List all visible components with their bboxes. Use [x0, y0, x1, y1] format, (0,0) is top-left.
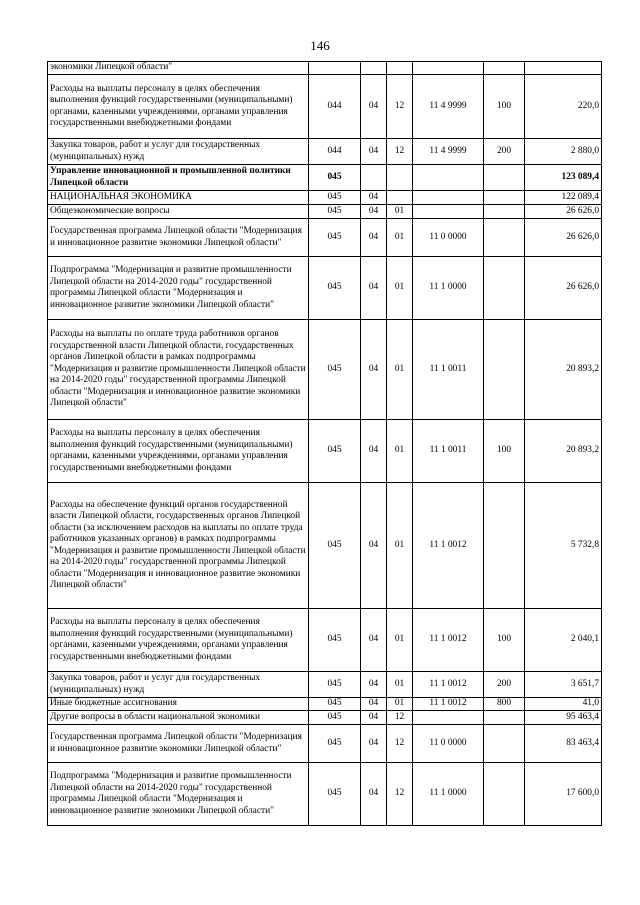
cell-ved: 044	[309, 139, 361, 165]
cell-name: Государственная программа Липецкой области "Модернизация и инновационное развитие экономики Липецкой области"	[48, 219, 309, 257]
cell-rz: 04	[361, 672, 387, 698]
cell-sum: 2 880,0	[525, 139, 602, 165]
cell-rz: 04	[361, 320, 387, 420]
cell-vr	[484, 205, 525, 219]
budget-table	[47, 61, 602, 826]
cell-csr: 11 1 0012	[413, 672, 484, 698]
cell-ved: 045	[309, 763, 361, 826]
cell-name: Другие вопросы в области национальной экономики	[48, 711, 309, 725]
cell-pr: 01	[387, 320, 413, 420]
table-row	[48, 219, 602, 257]
cell-rz: 04	[361, 698, 387, 711]
cell-csr	[413, 711, 484, 725]
cell-csr: 11 1 0012	[413, 483, 484, 609]
page-number: 146	[310, 38, 330, 53]
cell-rz: 04	[361, 75, 387, 139]
cell-csr: 11 0 0000	[413, 725, 484, 763]
cell-rz: 04	[361, 609, 387, 672]
cell-ved: 045	[309, 672, 361, 698]
table-row	[48, 672, 602, 698]
cell-pr	[387, 62, 413, 75]
cell-csr: 11 4 9999	[413, 139, 484, 165]
cell-pr: 01	[387, 257, 413, 320]
cell-csr: 11 1 0012	[413, 698, 484, 711]
cell-name: Расходы на выплаты персоналу в целях обеспечения выполнения функций государственными (муниципальными) органами, казенными учреждениями, органами управления государственными внебюджетными фондами	[48, 75, 309, 139]
table-row	[48, 763, 602, 826]
cell-rz: 04	[361, 483, 387, 609]
cell-rz: 04	[361, 763, 387, 826]
cell-csr: 11 1 0011	[413, 320, 484, 420]
cell-pr: 01	[387, 483, 413, 609]
cell-vr	[484, 62, 525, 75]
cell-name: Иные бюджетные ассигнования	[48, 698, 309, 711]
cell-vr: 100	[484, 75, 525, 139]
cell-rz: 04	[361, 725, 387, 763]
cell-vr	[484, 763, 525, 826]
cell-rz: 04	[361, 257, 387, 320]
cell-sum: 41,0	[525, 698, 602, 711]
cell-vr	[484, 191, 525, 205]
cell-name: Расходы на выплаты персоналу в целях обеспечения выполнения функций государственными (муниципальными) органами, казенными учреждениями, органами управления государственными внебюджетными фондами	[48, 609, 309, 672]
cell-name: Подпрограмма "Модернизация и развитие промышленности Липецкой области на 2014-2020 годы" государственной программы Липецкой области "Модернизация и инновационное развитие экономики Липецкой области"	[48, 257, 309, 320]
cell-sum: 20 893,2	[525, 420, 602, 483]
cell-name: Общеэкономические вопросы	[48, 205, 309, 219]
cell-vr: 200	[484, 139, 525, 165]
cell-name: Управление инновационной и промышленной политики Липецкой области	[48, 165, 309, 191]
cell-ved: 045	[309, 483, 361, 609]
cell-vr	[484, 165, 525, 191]
cell-pr: 01	[387, 672, 413, 698]
cell-pr: 01	[387, 219, 413, 257]
budget-table-body	[48, 62, 602, 826]
cell-name: Закупка товаров, работ и услуг для государственных (муниципальных) нужд	[48, 672, 309, 698]
cell-sum	[525, 62, 602, 75]
cell-rz: 04	[361, 219, 387, 257]
cell-ved: 045	[309, 320, 361, 420]
cell-vr: 100	[484, 420, 525, 483]
cell-ved: 045	[309, 420, 361, 483]
cell-ved: 045	[309, 165, 361, 191]
table-row	[48, 698, 602, 711]
cell-rz	[361, 165, 387, 191]
table-row	[48, 609, 602, 672]
table-row	[48, 62, 602, 75]
cell-ved: 045	[309, 205, 361, 219]
cell-rz: 04	[361, 420, 387, 483]
cell-rz: 04	[361, 191, 387, 205]
cell-ved: 045	[309, 219, 361, 257]
cell-rz: 04	[361, 205, 387, 219]
table-row	[48, 420, 602, 483]
cell-ved: 044	[309, 75, 361, 139]
cell-csr	[413, 165, 484, 191]
cell-ved: 045	[309, 609, 361, 672]
cell-csr: 11 1 0011	[413, 420, 484, 483]
cell-ved: 045	[309, 698, 361, 711]
cell-sum: 220,0	[525, 75, 602, 139]
cell-rz: 04	[361, 139, 387, 165]
cell-name: экономики Липецкой области"	[48, 62, 309, 75]
cell-sum: 3 651,7	[525, 672, 602, 698]
cell-vr	[484, 483, 525, 609]
cell-vr: 200	[484, 672, 525, 698]
cell-sum: 122 089,4	[525, 191, 602, 205]
cell-pr: 01	[387, 205, 413, 219]
cell-rz: 04	[361, 711, 387, 725]
table-row	[48, 320, 602, 420]
cell-vr	[484, 219, 525, 257]
cell-pr: 01	[387, 698, 413, 711]
cell-pr: 01	[387, 420, 413, 483]
cell-name: Государственная программа Липецкой области "Модернизация и инновационное развитие экономики Липецкой области"	[48, 725, 309, 763]
cell-sum: 123 089,4	[525, 165, 602, 191]
cell-csr: 11 0 0000	[413, 219, 484, 257]
cell-csr: 11 1 0000	[413, 763, 484, 826]
cell-pr: 12	[387, 763, 413, 826]
cell-sum: 5 732,8	[525, 483, 602, 609]
cell-pr: 01	[387, 609, 413, 672]
cell-name: Подпрограмма "Модернизация и развитие промышленности Липецкой области на 2014-2020 годы" государственной программы Липецкой области "Модернизация и инновационное развитие экономики Липецкой области"	[48, 763, 309, 826]
cell-csr	[413, 191, 484, 205]
cell-sum: 2 040,1	[525, 609, 602, 672]
cell-sum: 83 463,4	[525, 725, 602, 763]
cell-ved	[309, 62, 361, 75]
table-row	[48, 483, 602, 609]
cell-ved: 045	[309, 725, 361, 763]
cell-sum: 26 626,0	[525, 205, 602, 219]
cell-ved: 045	[309, 191, 361, 205]
cell-csr: 11 1 0000	[413, 257, 484, 320]
cell-name: Расходы на обеспечение функций органов государственной власти Липецкой области, государственных органов Липецкой области (за исключением расходов на выплаты по оплате труда работников указанных органов) в рамках подпрограммы "Модернизация и развитие промышленности Липецкой области на 2014-2020 годы" государственной программы Липецкой области "Модернизация и инновационное развитие экономики Липецкой области"	[48, 483, 309, 609]
cell-sum: 26 626,0	[525, 219, 602, 257]
table-row	[48, 75, 602, 139]
cell-pr	[387, 191, 413, 205]
cell-csr	[413, 62, 484, 75]
cell-csr: 11 4 9999	[413, 75, 484, 139]
cell-pr: 12	[387, 139, 413, 165]
cell-vr	[484, 711, 525, 725]
cell-sum: 17 600,0	[525, 763, 602, 826]
cell-csr	[413, 205, 484, 219]
cell-rz	[361, 62, 387, 75]
cell-pr: 12	[387, 711, 413, 725]
cell-vr	[484, 257, 525, 320]
cell-pr: 12	[387, 725, 413, 763]
cell-vr: 800	[484, 698, 525, 711]
cell-vr	[484, 320, 525, 420]
cell-vr: 100	[484, 609, 525, 672]
table-row	[48, 165, 602, 191]
cell-sum: 26 626,0	[525, 257, 602, 320]
cell-vr	[484, 725, 525, 763]
cell-ved: 045	[309, 711, 361, 725]
cell-ved: 045	[309, 257, 361, 320]
table-row	[48, 257, 602, 320]
table-row	[48, 711, 602, 725]
cell-csr: 11 1 0012	[413, 609, 484, 672]
table-row	[48, 725, 602, 763]
table-row	[48, 191, 602, 205]
cell-pr	[387, 165, 413, 191]
table-row	[48, 139, 602, 165]
cell-name: Расходы на выплаты по оплате труда работников органов государственной власти Липецкой области, государственных органов Липецкой области в рамках подпрограммы "Модернизация и развитие промышленности Липецкой области на 2014-2020 годы" государственной программы Липецкой области "Модернизация и инновационное развитие экономики Липецкой области"	[48, 320, 309, 420]
cell-name: Закупка товаров, работ и услуг для государственных (муниципальных) нужд	[48, 139, 309, 165]
cell-name: Расходы на выплаты персоналу в целях обеспечения выполнения функций государственными (муниципальными) органами, казенными учреждениями, органами управления государственными внебюджетными фондами	[48, 420, 309, 483]
table-row	[48, 205, 602, 219]
cell-name: НАЦИОНАЛЬНАЯ ЭКОНОМИКА	[48, 191, 309, 205]
cell-pr: 12	[387, 75, 413, 139]
cell-sum: 95 463,4	[525, 711, 602, 725]
cell-sum: 20 893,2	[525, 320, 602, 420]
